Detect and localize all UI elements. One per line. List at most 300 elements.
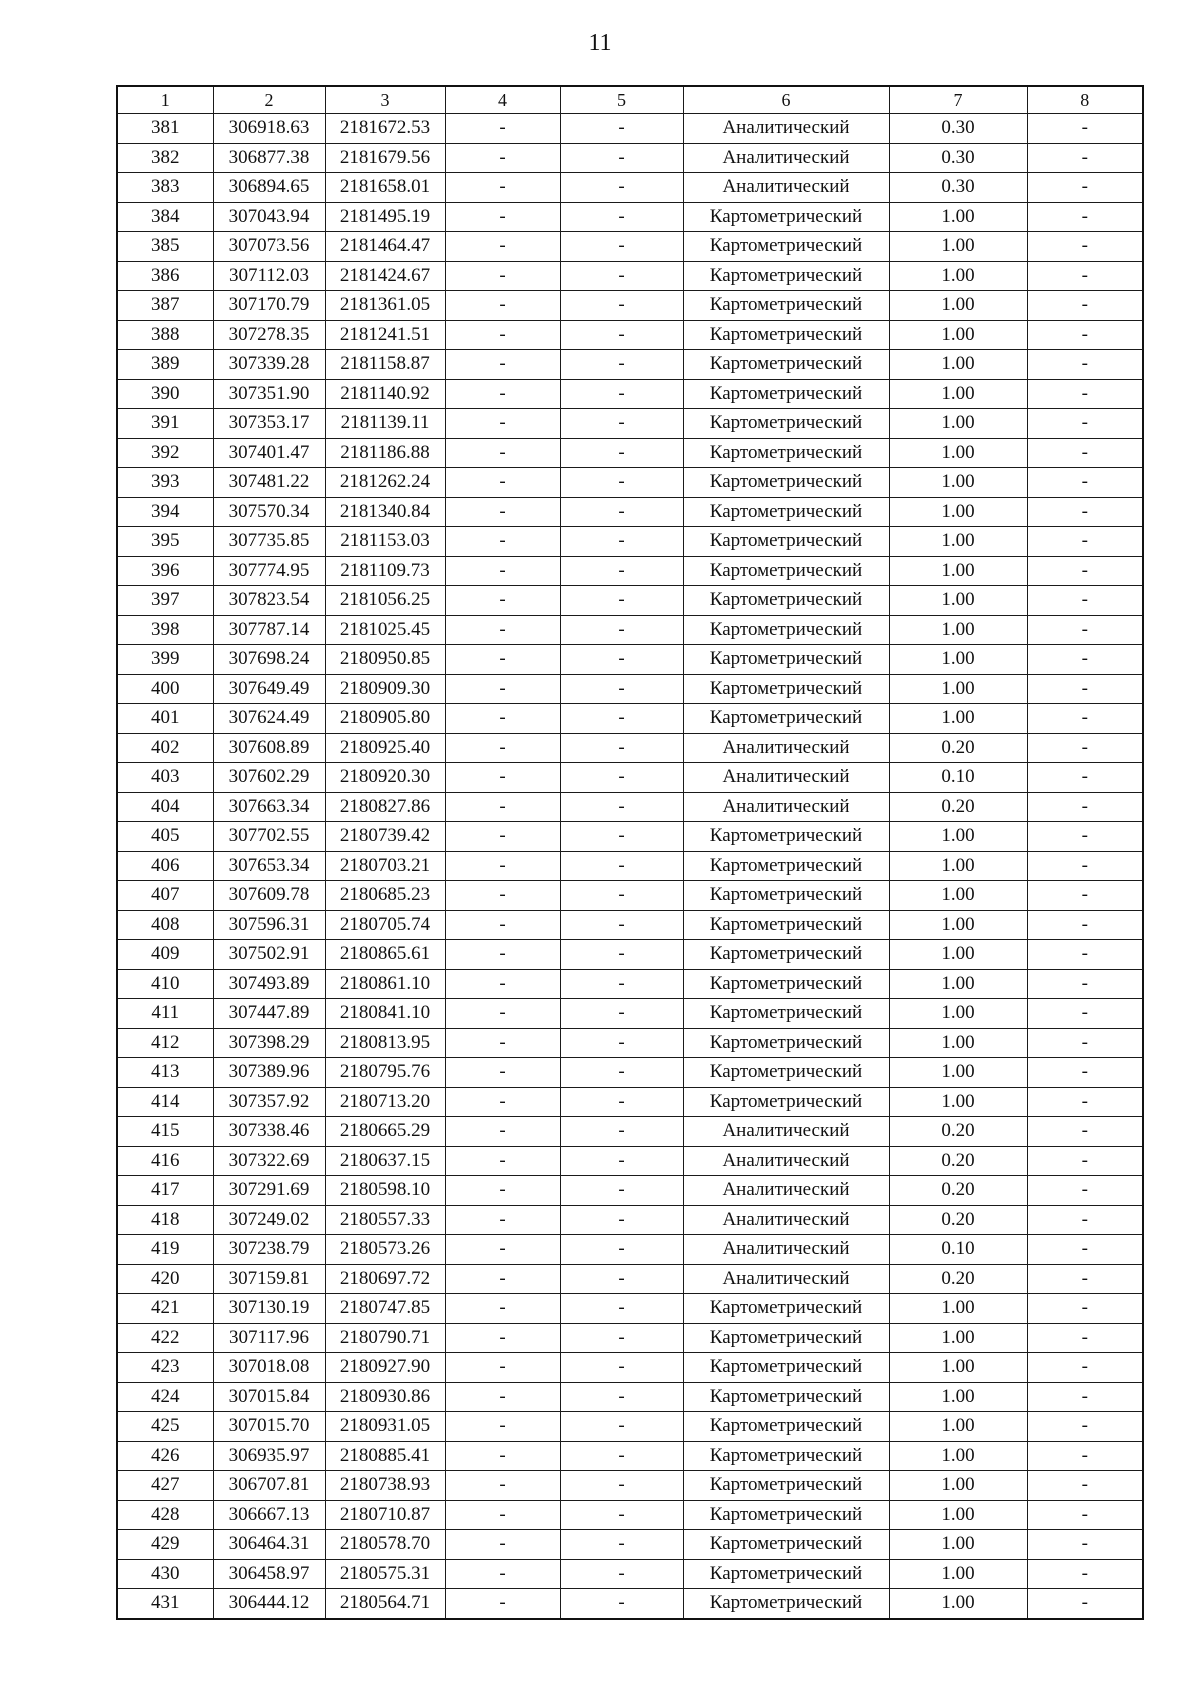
- cell-accuracy: 1.00: [889, 674, 1027, 704]
- cell-column-8: -: [1027, 261, 1143, 291]
- cell-coordinate-y: 2180685.23: [325, 881, 445, 911]
- cell-point-number: 385: [117, 232, 213, 262]
- cell-column-4: -: [445, 1264, 560, 1294]
- cell-coordinate-x: 307570.34: [213, 497, 325, 527]
- cell-point-number: 384: [117, 202, 213, 232]
- cell-column-5: -: [560, 468, 683, 498]
- cell-column-8: -: [1027, 1294, 1143, 1324]
- cell-point-number: 390: [117, 379, 213, 409]
- table-row: [117, 822, 1143, 852]
- table-row: [117, 910, 1143, 940]
- cell-accuracy: 1.00: [889, 409, 1027, 439]
- cell-column-4: -: [445, 1382, 560, 1412]
- cell-column-5: -: [560, 881, 683, 911]
- table-row: [117, 1382, 1143, 1412]
- cell-column-8: -: [1027, 1353, 1143, 1383]
- cell-coordinate-y: 2180710.87: [325, 1500, 445, 1530]
- cell-accuracy: 1.00: [889, 940, 1027, 970]
- cell-accuracy: 0.20: [889, 1117, 1027, 1147]
- cell-coordinate-y: 2180747.85: [325, 1294, 445, 1324]
- cell-column-5: -: [560, 1530, 683, 1560]
- cell-column-5: -: [560, 1441, 683, 1471]
- cell-point-number: 428: [117, 1500, 213, 1530]
- cell-accuracy: 1.00: [889, 379, 1027, 409]
- cell-column-8: -: [1027, 409, 1143, 439]
- table-row: [117, 733, 1143, 763]
- cell-column-5: -: [560, 527, 683, 557]
- cell-column-5: -: [560, 438, 683, 468]
- cell-column-4: -: [445, 910, 560, 940]
- table-row: [117, 940, 1143, 970]
- table-row: [117, 114, 1143, 144]
- cell-method: Картометрический: [683, 438, 889, 468]
- cell-method: Аналитический: [683, 1146, 889, 1176]
- cell-point-number: 400: [117, 674, 213, 704]
- cell-coordinate-y: 2180637.15: [325, 1146, 445, 1176]
- cell-method: Картометрический: [683, 674, 889, 704]
- cell-accuracy: 0.20: [889, 1264, 1027, 1294]
- cell-coordinate-y: 2181139.11: [325, 409, 445, 439]
- cell-column-5: -: [560, 1235, 683, 1265]
- cell-column-5: -: [560, 704, 683, 734]
- cell-column-4: -: [445, 1176, 560, 1206]
- cell-method: Картометрический: [683, 1294, 889, 1324]
- cell-column-4: -: [445, 1294, 560, 1324]
- cell-accuracy: 1.00: [889, 910, 1027, 940]
- cell-method: Аналитический: [683, 114, 889, 144]
- cell-coordinate-x: 306464.31: [213, 1530, 325, 1560]
- cell-coordinate-y: 2180861.10: [325, 969, 445, 999]
- cell-method: Картометрический: [683, 291, 889, 321]
- cell-coordinate-x: 307159.81: [213, 1264, 325, 1294]
- cell-coordinate-y: 2181658.01: [325, 173, 445, 203]
- column-header: 5: [560, 86, 683, 114]
- cell-accuracy: 1.00: [889, 527, 1027, 557]
- cell-accuracy: 1.00: [889, 1294, 1027, 1324]
- cell-accuracy: 1.00: [889, 1589, 1027, 1619]
- cell-point-number: 412: [117, 1028, 213, 1058]
- cell-column-5: -: [560, 940, 683, 970]
- cell-column-4: -: [445, 1028, 560, 1058]
- cell-method: Картометрический: [683, 1530, 889, 1560]
- cell-column-5: -: [560, 497, 683, 527]
- cell-method: Картометрический: [683, 851, 889, 881]
- cell-coordinate-x: 307015.84: [213, 1382, 325, 1412]
- cell-column-5: -: [560, 1323, 683, 1353]
- table-row: [117, 173, 1143, 203]
- cell-column-8: -: [1027, 1412, 1143, 1442]
- cell-column-8: -: [1027, 763, 1143, 793]
- cell-method: Картометрический: [683, 497, 889, 527]
- cell-method: Аналитический: [683, 792, 889, 822]
- cell-column-4: -: [445, 232, 560, 262]
- cell-coordinate-y: 2181495.19: [325, 202, 445, 232]
- cell-coordinate-y: 2180827.86: [325, 792, 445, 822]
- cell-column-8: -: [1027, 527, 1143, 557]
- table-row: [117, 1058, 1143, 1088]
- cell-accuracy: 1.00: [889, 1500, 1027, 1530]
- table-row: [117, 1471, 1143, 1501]
- cell-accuracy: 1.00: [889, 1412, 1027, 1442]
- cell-accuracy: 0.30: [889, 114, 1027, 144]
- table-row: [117, 232, 1143, 262]
- cell-coordinate-y: 2181424.67: [325, 261, 445, 291]
- cell-point-number: 381: [117, 114, 213, 144]
- cell-column-8: -: [1027, 202, 1143, 232]
- cell-column-4: -: [445, 1530, 560, 1560]
- cell-column-4: -: [445, 1589, 560, 1619]
- cell-column-5: -: [560, 173, 683, 203]
- cell-accuracy: 1.00: [889, 1382, 1027, 1412]
- cell-column-8: -: [1027, 999, 1143, 1029]
- cell-coordinate-y: 2180920.30: [325, 763, 445, 793]
- cell-coordinate-y: 2180927.90: [325, 1353, 445, 1383]
- table-row: [117, 320, 1143, 350]
- cell-coordinate-x: 307389.96: [213, 1058, 325, 1088]
- cell-coordinate-y: 2180703.21: [325, 851, 445, 881]
- cell-column-8: -: [1027, 1058, 1143, 1088]
- cell-coordinate-y: 2180713.20: [325, 1087, 445, 1117]
- cell-column-5: -: [560, 1382, 683, 1412]
- cell-column-8: -: [1027, 1559, 1143, 1589]
- cell-point-number: 382: [117, 143, 213, 173]
- cell-coordinate-y: 2181186.88: [325, 438, 445, 468]
- cell-column-4: -: [445, 881, 560, 911]
- cell-point-number: 393: [117, 468, 213, 498]
- cell-accuracy: 1.00: [889, 1530, 1027, 1560]
- table-row: [117, 143, 1143, 173]
- cell-point-number: 419: [117, 1235, 213, 1265]
- table-row: [117, 1146, 1143, 1176]
- cell-method: Аналитический: [683, 763, 889, 793]
- cell-column-4: -: [445, 1471, 560, 1501]
- cell-column-8: -: [1027, 851, 1143, 881]
- cell-coordinate-x: 307481.22: [213, 468, 325, 498]
- cell-column-4: -: [445, 497, 560, 527]
- cell-point-number: 417: [117, 1176, 213, 1206]
- table-row: [117, 1500, 1143, 1530]
- cell-accuracy: 1.00: [889, 851, 1027, 881]
- cell-point-number: 427: [117, 1471, 213, 1501]
- cell-coordinate-x: 307322.69: [213, 1146, 325, 1176]
- cell-accuracy: 1.00: [889, 1323, 1027, 1353]
- cell-point-number: 403: [117, 763, 213, 793]
- cell-accuracy: 1.00: [889, 822, 1027, 852]
- cell-column-8: -: [1027, 733, 1143, 763]
- cell-method: Картометрический: [683, 320, 889, 350]
- cell-coordinate-x: 307117.96: [213, 1323, 325, 1353]
- cell-column-8: -: [1027, 1471, 1143, 1501]
- cell-column-8: -: [1027, 379, 1143, 409]
- cell-point-number: 409: [117, 940, 213, 970]
- cell-method: Картометрический: [683, 1353, 889, 1383]
- table-row: [117, 497, 1143, 527]
- table-row: [117, 881, 1143, 911]
- cell-method: Аналитический: [683, 1117, 889, 1147]
- cell-point-number: 426: [117, 1441, 213, 1471]
- cell-method: Картометрический: [683, 556, 889, 586]
- cell-column-5: -: [560, 1117, 683, 1147]
- cell-accuracy: 1.00: [889, 645, 1027, 675]
- cell-column-8: -: [1027, 1264, 1143, 1294]
- cell-column-4: -: [445, 468, 560, 498]
- cell-coordinate-x: 307823.54: [213, 586, 325, 616]
- cell-point-number: 413: [117, 1058, 213, 1088]
- cell-method: Картометрический: [683, 1589, 889, 1619]
- cell-column-4: -: [445, 704, 560, 734]
- cell-point-number: 425: [117, 1412, 213, 1442]
- cell-point-number: 407: [117, 881, 213, 911]
- cell-coordinate-x: 307357.92: [213, 1087, 325, 1117]
- cell-point-number: 389: [117, 350, 213, 380]
- cell-method: Картометрический: [683, 379, 889, 409]
- cell-accuracy: 1.00: [889, 497, 1027, 527]
- cell-accuracy: 1.00: [889, 881, 1027, 911]
- cell-column-4: -: [445, 1146, 560, 1176]
- cell-column-5: -: [560, 969, 683, 999]
- cell-method: Картометрический: [683, 1412, 889, 1442]
- cell-method: Картометрический: [683, 999, 889, 1029]
- cell-column-5: -: [560, 143, 683, 173]
- cell-method: Картометрический: [683, 527, 889, 557]
- cell-method: Аналитический: [683, 173, 889, 203]
- cell-point-number: 394: [117, 497, 213, 527]
- cell-method: Картометрический: [683, 586, 889, 616]
- cell-coordinate-x: 307351.90: [213, 379, 325, 409]
- cell-column-8: -: [1027, 173, 1143, 203]
- column-header: 8: [1027, 86, 1143, 114]
- table-row: [117, 1117, 1143, 1147]
- cell-point-number: 396: [117, 556, 213, 586]
- cell-accuracy: 1.00: [889, 1353, 1027, 1383]
- cell-column-8: -: [1027, 1382, 1143, 1412]
- table-row: [117, 1087, 1143, 1117]
- cell-method: Аналитический: [683, 143, 889, 173]
- cell-coordinate-y: 2181056.25: [325, 586, 445, 616]
- cell-accuracy: 0.20: [889, 1176, 1027, 1206]
- cell-point-number: 415: [117, 1117, 213, 1147]
- cell-point-number: 387: [117, 291, 213, 321]
- cell-coordinate-x: 307649.49: [213, 674, 325, 704]
- cell-accuracy: 0.30: [889, 143, 1027, 173]
- cell-coordinate-x: 306918.63: [213, 114, 325, 144]
- cell-coordinate-x: 307624.49: [213, 704, 325, 734]
- cell-coordinate-x: 307291.69: [213, 1176, 325, 1206]
- cell-column-8: -: [1027, 1235, 1143, 1265]
- cell-coordinate-x: 307735.85: [213, 527, 325, 557]
- cell-method: Картометрический: [683, 1441, 889, 1471]
- cell-column-5: -: [560, 645, 683, 675]
- cell-column-4: -: [445, 1441, 560, 1471]
- cell-column-5: -: [560, 1559, 683, 1589]
- cell-coordinate-x: 307238.79: [213, 1235, 325, 1265]
- cell-column-8: -: [1027, 940, 1143, 970]
- cell-coordinate-x: 307278.35: [213, 320, 325, 350]
- cell-coordinate-y: 2181140.92: [325, 379, 445, 409]
- cell-point-number: 383: [117, 173, 213, 203]
- cell-point-number: 430: [117, 1559, 213, 1589]
- cell-accuracy: 0.10: [889, 1235, 1027, 1265]
- cell-column-4: -: [445, 1087, 560, 1117]
- table-row: [117, 1028, 1143, 1058]
- cell-coordinate-y: 2181361.05: [325, 291, 445, 321]
- cell-accuracy: 0.20: [889, 1146, 1027, 1176]
- cell-column-5: -: [560, 674, 683, 704]
- table-row: [117, 1530, 1143, 1560]
- cell-column-8: -: [1027, 822, 1143, 852]
- cell-column-8: -: [1027, 1146, 1143, 1176]
- table-row: [117, 1176, 1143, 1206]
- cell-accuracy: 0.30: [889, 173, 1027, 203]
- table-row: [117, 556, 1143, 586]
- cell-method: Картометрический: [683, 645, 889, 675]
- cell-accuracy: 1.00: [889, 438, 1027, 468]
- cell-coordinate-x: 307447.89: [213, 999, 325, 1029]
- table-row: [117, 350, 1143, 380]
- cell-column-8: -: [1027, 1500, 1143, 1530]
- cell-method: Картометрический: [683, 910, 889, 940]
- cell-point-number: 408: [117, 910, 213, 940]
- cell-accuracy: 1.00: [889, 320, 1027, 350]
- cell-point-number: 410: [117, 969, 213, 999]
- column-header: 6: [683, 86, 889, 114]
- cell-column-4: -: [445, 1559, 560, 1589]
- cell-column-5: -: [560, 409, 683, 439]
- cell-coordinate-y: 2181262.24: [325, 468, 445, 498]
- cell-method: Картометрический: [683, 615, 889, 645]
- cell-column-4: -: [445, 615, 560, 645]
- cell-coordinate-x: 307043.94: [213, 202, 325, 232]
- cell-coordinate-y: 2181025.45: [325, 615, 445, 645]
- cell-column-8: -: [1027, 1176, 1143, 1206]
- cell-accuracy: 1.00: [889, 202, 1027, 232]
- cell-point-number: 422: [117, 1323, 213, 1353]
- cell-column-5: -: [560, 320, 683, 350]
- cell-point-number: 429: [117, 1530, 213, 1560]
- cell-accuracy: 1.00: [889, 1058, 1027, 1088]
- cell-coordinate-y: 2180575.31: [325, 1559, 445, 1589]
- cell-coordinate-x: 307339.28: [213, 350, 325, 380]
- table-row: [117, 615, 1143, 645]
- cell-column-4: -: [445, 350, 560, 380]
- cell-point-number: 402: [117, 733, 213, 763]
- cell-column-4: -: [445, 851, 560, 881]
- cell-column-4: -: [445, 1412, 560, 1442]
- cell-method: Картометрический: [683, 468, 889, 498]
- cell-column-5: -: [560, 291, 683, 321]
- cell-accuracy: 1.00: [889, 969, 1027, 999]
- cell-column-5: -: [560, 1353, 683, 1383]
- cell-column-5: -: [560, 556, 683, 586]
- cell-column-4: -: [445, 1117, 560, 1147]
- cell-coordinate-y: 2180930.86: [325, 1382, 445, 1412]
- cell-column-4: -: [445, 940, 560, 970]
- cell-column-8: -: [1027, 645, 1143, 675]
- cell-coordinate-y: 2180909.30: [325, 674, 445, 704]
- cell-coordinate-x: 307493.89: [213, 969, 325, 999]
- cell-coordinate-x: 307015.70: [213, 1412, 325, 1442]
- table-row: [117, 261, 1143, 291]
- cell-accuracy: 1.00: [889, 1471, 1027, 1501]
- cell-accuracy: 1.00: [889, 350, 1027, 380]
- cell-column-5: -: [560, 1589, 683, 1619]
- cell-point-number: 395: [117, 527, 213, 557]
- table-row: [117, 291, 1143, 321]
- cell-method: Аналитический: [683, 733, 889, 763]
- cell-coordinate-x: 306667.13: [213, 1500, 325, 1530]
- cell-accuracy: 1.00: [889, 586, 1027, 616]
- column-header: 2: [213, 86, 325, 114]
- cell-column-5: -: [560, 733, 683, 763]
- cell-column-4: -: [445, 822, 560, 852]
- cell-method: Картометрический: [683, 1500, 889, 1530]
- cell-coordinate-x: 306877.38: [213, 143, 325, 173]
- cell-point-number: 401: [117, 704, 213, 734]
- cell-method: Картометрический: [683, 822, 889, 852]
- cell-point-number: 416: [117, 1146, 213, 1176]
- cell-accuracy: 1.00: [889, 556, 1027, 586]
- cell-point-number: 392: [117, 438, 213, 468]
- table-row: [117, 527, 1143, 557]
- cell-column-5: -: [560, 1028, 683, 1058]
- cell-coordinate-x: 306935.97: [213, 1441, 325, 1471]
- column-header: 7: [889, 86, 1027, 114]
- cell-point-number: 405: [117, 822, 213, 852]
- cell-column-5: -: [560, 1205, 683, 1235]
- cell-column-4: -: [445, 202, 560, 232]
- cell-column-4: -: [445, 763, 560, 793]
- cell-column-8: -: [1027, 1530, 1143, 1560]
- cell-column-5: -: [560, 1264, 683, 1294]
- cell-column-8: -: [1027, 1441, 1143, 1471]
- cell-method: Картометрический: [683, 1028, 889, 1058]
- cell-coordinate-x: 307787.14: [213, 615, 325, 645]
- cell-column-8: -: [1027, 969, 1143, 999]
- cell-method: Картометрический: [683, 1058, 889, 1088]
- cell-coordinate-y: 2181153.03: [325, 527, 445, 557]
- cell-accuracy: 1.00: [889, 1028, 1027, 1058]
- cell-coordinate-x: 307702.55: [213, 822, 325, 852]
- cell-column-5: -: [560, 822, 683, 852]
- cell-method: Картометрический: [683, 350, 889, 380]
- cell-point-number: 424: [117, 1382, 213, 1412]
- cell-coordinate-y: 2181340.84: [325, 497, 445, 527]
- cell-method: Картометрический: [683, 261, 889, 291]
- cell-coordinate-x: 307401.47: [213, 438, 325, 468]
- cell-coordinate-y: 2180790.71: [325, 1323, 445, 1353]
- table-row: [117, 1294, 1143, 1324]
- cell-column-8: -: [1027, 143, 1143, 173]
- cell-coordinate-y: 2181672.53: [325, 114, 445, 144]
- cell-point-number: 431: [117, 1589, 213, 1619]
- cell-coordinate-x: 306707.81: [213, 1471, 325, 1501]
- cell-coordinate-x: 307663.34: [213, 792, 325, 822]
- cell-column-4: -: [445, 261, 560, 291]
- table-row: [117, 851, 1143, 881]
- cell-column-4: -: [445, 674, 560, 704]
- coordinates-table: [116, 85, 1144, 1620]
- cell-coordinate-y: 2180598.10: [325, 1176, 445, 1206]
- cell-coordinate-x: 306458.97: [213, 1559, 325, 1589]
- cell-accuracy: 1.00: [889, 261, 1027, 291]
- cell-point-number: 398: [117, 615, 213, 645]
- cell-accuracy: 1.00: [889, 999, 1027, 1029]
- cell-coordinate-x: 307338.46: [213, 1117, 325, 1147]
- cell-column-5: -: [560, 1471, 683, 1501]
- cell-column-5: -: [560, 1294, 683, 1324]
- cell-coordinate-y: 2181109.73: [325, 556, 445, 586]
- cell-coordinate-y: 2181464.47: [325, 232, 445, 262]
